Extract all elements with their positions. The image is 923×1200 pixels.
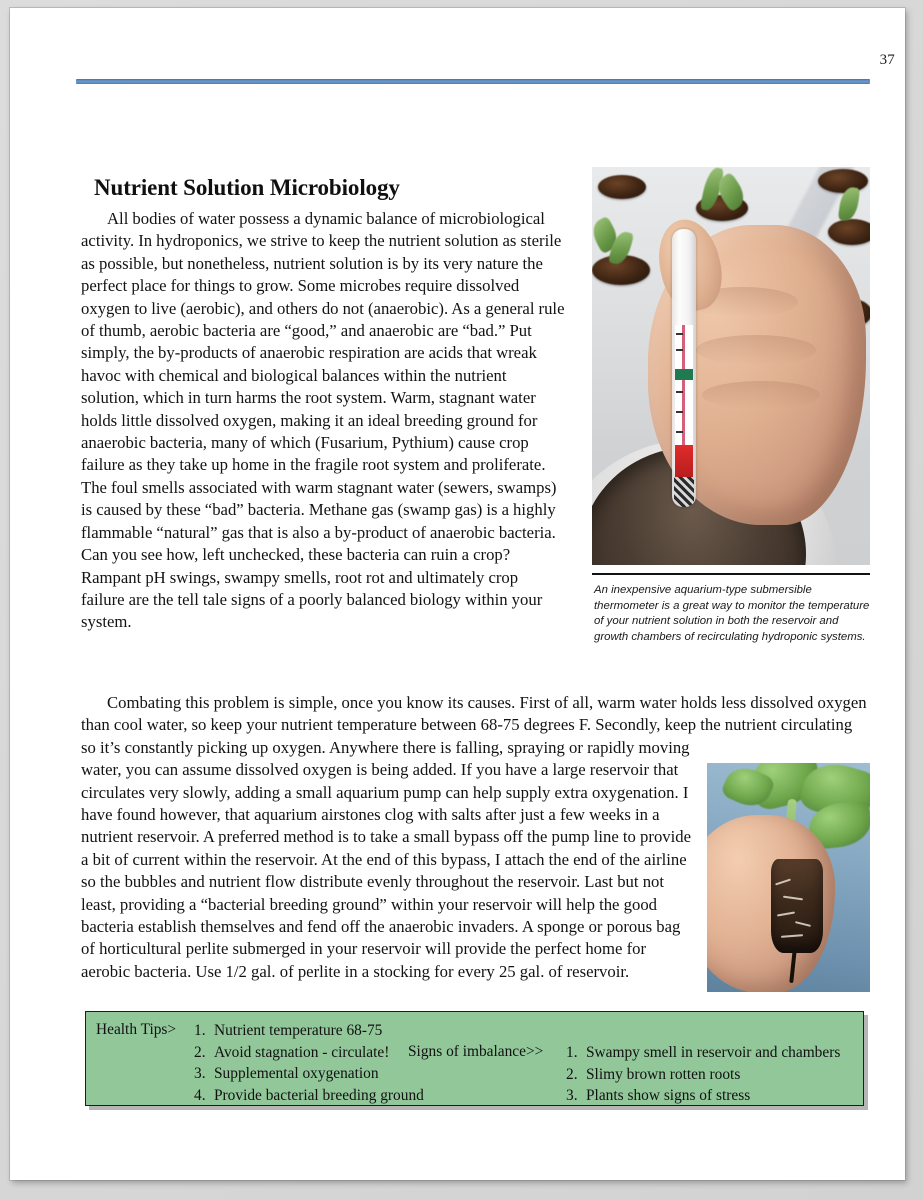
- net-pot-icon: [598, 175, 646, 199]
- list-item: [566, 1085, 840, 1107]
- list-text: Avoid stagnation - circulate!: [214, 1043, 390, 1061]
- health-tips-box: [85, 1011, 864, 1106]
- list-text: Provide bacterial breeding ground: [214, 1086, 424, 1104]
- hand-holding-seedling-root-plug-photo: [707, 763, 870, 992]
- list-text: Plants show signs of stress: [586, 1087, 751, 1104]
- net-pot-icon: [818, 169, 868, 193]
- thermometer-tick: [676, 411, 683, 413]
- thermometer-bulb: [675, 445, 693, 479]
- health-tips-label: Health Tips>: [96, 1021, 177, 1038]
- figure-caption: An inexpensive aquarium-type submersible thermometer is a great way to monitor the temperature of your nutrient solution in both the reservoir and growth chambers of recirculating hydroponic systems.: [594, 584, 870, 643]
- list-number: 1.: [566, 1044, 578, 1061]
- list-item: [194, 1042, 424, 1064]
- list-number: 3.: [566, 1087, 578, 1104]
- page-title: Nutrient Solution Microbiology: [94, 175, 400, 201]
- body-paragraph-2: Combating this problem is simple, once you know its causes. First of all, warm water holds less dissolved oxygen than cool water, so keep your nutrient temperature between 68-75 degrees F. Secondly, keep the nutrient circulating so it’s constantly picking up oxygen. Anywhere there is falling, spraying or rapidly moving water, you can assume dissolved oxygen is being added. If you have a large reservoir that circulates very slowly, adding a small aquarium pump can help supply extra oxygenation. I have found however, that aquarium airstones clog with salts after just a few weeks in a nutrient reservoir. A preferred method is to take a small bypass off the pump line to provide a bit of current within the reservoir. At the end of this bypass, I attach the end of the airline so the bubbles and nutrient flow distribute evenly throughout the reservoir. Last but not least, providing a “bacterial breeding ground” within your reservoir will help the good bacteria establish themselves and fend off the anaerobic invaders. A sponge or porous bag of horticultural perlite submerged in your reservoir will provide the perfect home for aerobic bacteria. Use 1/2 gal. of perlite in a stocking for every 25 gal. of reservoir.: [81, 693, 867, 981]
- list-item: [194, 1020, 424, 1042]
- list-item: [566, 1042, 840, 1064]
- list-text: Slimy brown rotten roots: [586, 1065, 741, 1083]
- knuckle-shading: [702, 381, 820, 409]
- health-tips-list: [194, 1020, 424, 1106]
- signs-of-imbalance-label: Signs of imbalance>>: [408, 1043, 544, 1060]
- hand-holding-submersible-thermometer-photo: [592, 167, 870, 565]
- list-number: 2.: [566, 1065, 578, 1083]
- thermometer-base-cap: [674, 477, 694, 507]
- thermometer-tick: [676, 431, 683, 433]
- list-number: 2.: [194, 1043, 206, 1061]
- list-text: Supplemental oxygenation: [214, 1065, 379, 1082]
- list-text: Swampy smell in reservoir and chambers: [586, 1044, 841, 1061]
- list-text: Nutrient temperature 68-75: [214, 1022, 383, 1039]
- list-item: [194, 1063, 424, 1085]
- net-pot-icon: [828, 219, 870, 245]
- knuckle-shading: [696, 335, 816, 365]
- signs-of-imbalance-list: [566, 1042, 840, 1107]
- root-plug: [771, 859, 823, 953]
- thermometer-green-band: [675, 369, 693, 380]
- submersible-thermometer-icon: [672, 229, 696, 507]
- thermometer-tick: [676, 349, 683, 351]
- thermometer-tick: [676, 391, 683, 393]
- list-item: [566, 1064, 840, 1086]
- list-item: [194, 1085, 424, 1107]
- body-paragraph-1: All bodies of water possess a dynamic balance of microbiological activity. In hydroponics, we strive to keep the nutrient solution as sterile as possible, but nonetheless, nutrient solution is by its very nature the perfect place for things to grow. Some microbes require dissolved oxygen to live (aerobic), and others do not (anaerobic). As a general rule of thumb, aerobic bacteria are “good,” and anaerobic are “bad.” Put simply, the by-products of anaerobic respiration are acids that wreak havoc with chemical and biological balances within the nutrient solution, which in turn harms the root system. Warm, stagnant water holds little dissolved oxygen, making it an ideal breeding ground for anaerobic bacteria, many of which (Fusarium, Pythium) cause crop failure as they take up home in the fragile root system and proliferate. The foul smells associated with warm stagnant water (sewers, swamps) is caused by these “bad” bacteria. Methane gas (swamp gas) is a highly flammable “natural” gas that is also a by-product of anaerobic bacteria. Can you see how, left unchecked, these bacteria can ruin a crop? Rampant pH swings, swampy smells, root rot and ultimately crop failure are the tell tale signs of a poorly balanced biology within your system.: [81, 209, 565, 632]
- list-number: 3.: [194, 1065, 206, 1082]
- page-number: 37: [879, 52, 895, 68]
- caption-divider: [592, 573, 870, 575]
- thermometer-tick: [676, 333, 683, 335]
- header-rule: [76, 79, 870, 84]
- list-number: 4.: [194, 1086, 206, 1104]
- list-number: 1.: [194, 1022, 206, 1039]
